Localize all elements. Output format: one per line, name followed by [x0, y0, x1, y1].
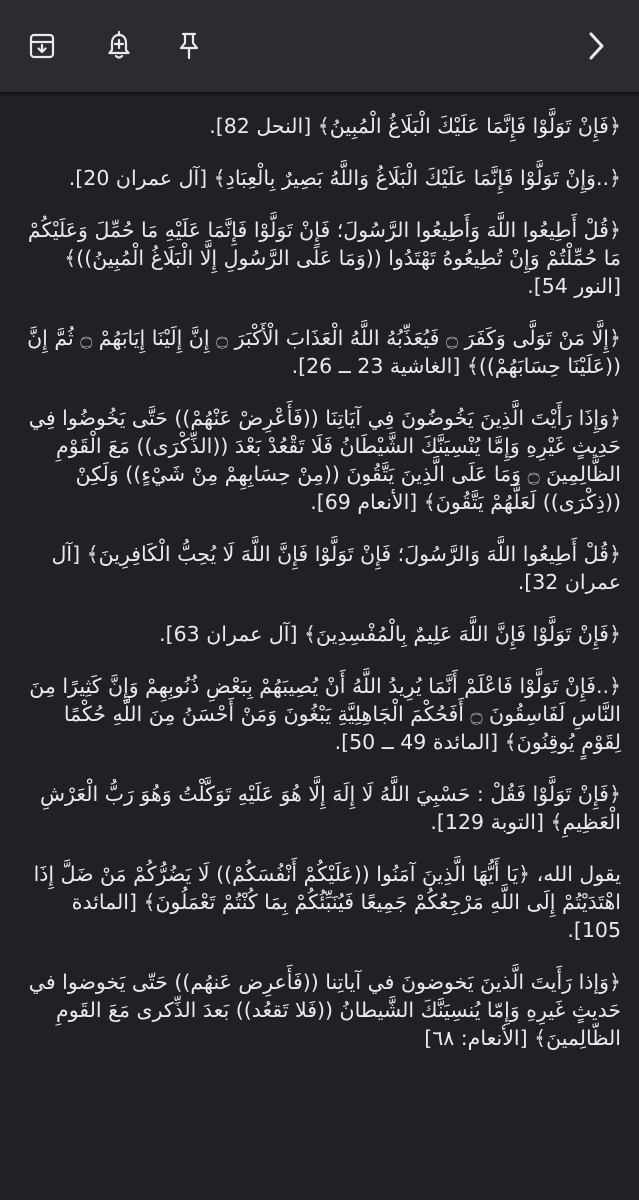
verse-paragraph: ﴿فَإِنْ تَوَلَّوْا فَقُلْ : حَسْبِيَ اللَّهُ لَا إِلَهَ إِلَّا هُوَ عَلَيْهِ تَوَكَّلْتُ وَهُوَ رَبُّ الْعَرْشِ الْعَظِيمِ﴾ [التوبة 129].	[40, 782, 621, 834]
verse-paragraph: يقول الله، ﴿يَا أَيُّهَا الَّذِينَ آمَنُوا ((عَلَيْكُمْ أَنْفُسَكُمْ)) لَا يَضُرُّكُمْ مَنْ ضَلَّ إِذَا اهْتَدَيْتُمْ إِلَى اللَّهِ مَرْجِعُكُمْ جَمِيعًا فَيُنَبِّئُكُمْ بِمَا كُنْتُمْ تَعْمَلُونَ﴾ [المائدة 105].	[33, 862, 621, 942]
pin-icon[interactable]	[171, 28, 207, 64]
top-toolbar	[0, 0, 639, 92]
verse-paragraph: ﴿فَإِنْ تَوَلَّوْا فَإِنَّمَا عَلَيْكَ الْبَلَاغُ الْمُبِينُ﴾ [النحل 82].	[209, 114, 621, 138]
archive-icon[interactable]	[24, 28, 60, 64]
note-body[interactable]	[0, 92, 639, 1200]
verse-paragraph: ﴿قُلْ أَطِيعُوا اللَّهَ وَالرَّسُولَ؛ فَإِنْ تَوَلَّوْا فَإِنَّ اللَّهَ لَا يُحِبُّ الْكَافِرِينَ﴾ [آل عمران 32].	[51, 542, 621, 594]
verse-paragraph: ﴿وَإِذَا رَأَيْتَ الَّذِينَ يَخُوضُونَ فِي آيَاتِنَا ((فَأَعْرِضْ عَنْهُمْ)) حَتَّى يَخُوضُوا فِي حَدِيثٍ غَيْرِهِ وَإِمَّا يُنْسِيَنَّكَ الشَّيْطَانُ فَلَا تَقْعُدْ بَعْدَ ((الذِّكْرَى)) مَعَ الْقَوْمِ الظَّالِمِينَ ۝ وَمَا عَلَى الَّذِينَ يَتَّقُونَ ((مِنْ حِسَابِهِمْ مِنْ شَيْءٍ)) وَلَكِنْ ((ذِكْرَى)) لَعَلَّهُمْ يَتَّقُونَ﴾ [الأنعام 69].	[28, 406, 621, 514]
verse-paragraph: ﴿إِلَّا مَنْ تَوَلَّى وَكَفَرَ ۝ فَيُعَذِّبُهُ اللَّهُ الْعَذَابَ الْأَكْبَرَ ۝ إِنَّ إِلَيْنَا إِيَابَهُمْ ۝ ثُمَّ إِنَّ ((عَلَيْنَا حِسَابَهُمْ))﴾ [الغاشية 23 ــ 26].	[27, 326, 621, 378]
verse-paragraph: ﴿وَإذا رَأَيتَ الَّذينَ يَخوضونَ في آياتِنا ((فَأَعرِض عَنهُم)) حَتّى يَخوضوا في حَديثٍ غَيرِهِ وَإِمّا يُنسِيَنَّكَ الشَّيطانُ ((فَلا تَقعُد)) بَعدَ الذِّكرى مَعَ القَومِ الظّالِمينَ﴾ [الأنعام: ٦٨]	[28, 970, 621, 1050]
add-reminder-icon[interactable]	[101, 28, 137, 64]
chevron-right-icon[interactable]	[578, 28, 614, 64]
verse-paragraph: ﴿قُلْ أَطِيعُوا اللَّهَ وَأَطِيعُوا الرَّسُولَ؛ فَإِنْ تَوَلَّوْا فَإِنَّمَا عَلَيْهِ مَا حُمِّلَ وَعَلَيْكُمْ مَا حُمِّلْتُمْ وَإِنْ تُطِيعُوهُ تَهْتَدُوا ((وَمَا عَلَى الرَّسُولِ إِلَّا الْبَلَاغُ الْمُبِينُ))﴾ [النور 54].	[27, 218, 621, 298]
verse-paragraph: ﴿..وَإِنْ تَوَلَّوْا فَإِنَّمَا عَلَيْكَ الْبَلَاغُ وَاللَّهُ بَصِيرٌ بِالْعِبَادِ﴾ [آل عمران 20].	[68, 166, 621, 190]
verse-paragraph: ﴿..فَإِنْ تَوَلَّوْا فَاعْلَمْ أَنَّمَا يُرِيدُ اللَّهُ أَنْ يُصِيبَهُمْ بِبَعْضِ ذُنُوبِهِمْ وَإِنَّ كَثِيرًا مِنَ النَّاسِ لَفَاسِقُونَ ۝ أَفَحُكْمَ الْجَاهِلِيَّةِ يَبْغُونَ وَمَنْ أَحْسَنُ مِنَ اللَّهِ حُكْمًا لِقَوْمٍ يُوقِنُونَ﴾ [المائدة 49 ــ 50].	[29, 674, 621, 754]
verse-paragraph: ﴿فَإِنْ تَوَلَّوْا فَإِنَّ اللَّهَ عَلِيمٌ بِالْمُفْسِدِينَ﴾ [آل عمران 63].	[159, 622, 621, 646]
